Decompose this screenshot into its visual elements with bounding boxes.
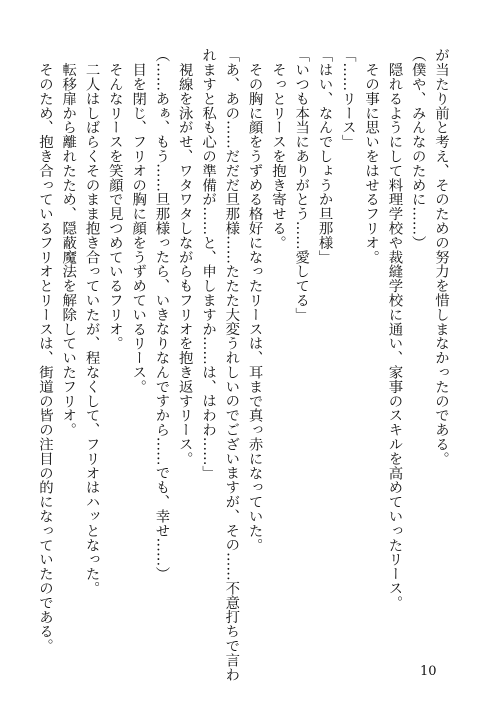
text-line: 隠れるようにして料理学校や裁縫学校に通い、家事のスキルを高めていったリース。 (386, 48, 403, 610)
text-line: そのため、抱き合っているフリオとリースは、街道の皆の注目の的になっていたのである。 (36, 48, 53, 653)
text-line: （僕や、みんなのために……） (409, 48, 426, 250)
text-line: 「あ、あの……だだだ旦那様……たたた大変うれしいのでございますが、その……不意打ちで言わ (223, 48, 240, 682)
text-line: その胸に顔をうずめる格好になったリースは、耳まで真っ赤になっていた。 (246, 48, 263, 552)
text-line: 二人はしばらくそのまま抱き合っていたが、程なくして、フリオはハッとなった。 (83, 48, 100, 596)
text-line: 転移扉から離れたため、隠蔽魔法を解除していたフリオ。 (60, 48, 77, 437)
text-line: れますと私も心の準備が……と、申しますか……は、はわわ……」 (200, 48, 217, 480)
text-line: 「……リース」 (339, 48, 356, 149)
text-line: 目を閉じ、フリオの胸に顔をうずめているリース。 (130, 48, 147, 394)
text-line: そんなリースを笑顔で見つめているフリオ。 (106, 48, 123, 351)
text-line: 「いつも本当にありがとう……愛してる」 (293, 48, 310, 322)
text-line: が当たり前と考え、そのための努力を惜しまなかったのである。 (433, 48, 449, 466)
page-number: 10 (420, 664, 437, 679)
text-line: そっとリースを抱き寄せる。 (269, 48, 286, 250)
text-line: 「はい、なんでしょうか旦那様」 (316, 48, 333, 264)
text-line: 視線を泳がせ、ワタワタしながらもフリオを抱き返すリース。 (176, 48, 193, 466)
text-line: その事に思いをはせるフリオ。 (363, 48, 380, 264)
text-line: （……あぁ、もう……旦那様ったら、いきなりなんですから……でも、幸せ……） (153, 48, 170, 581)
